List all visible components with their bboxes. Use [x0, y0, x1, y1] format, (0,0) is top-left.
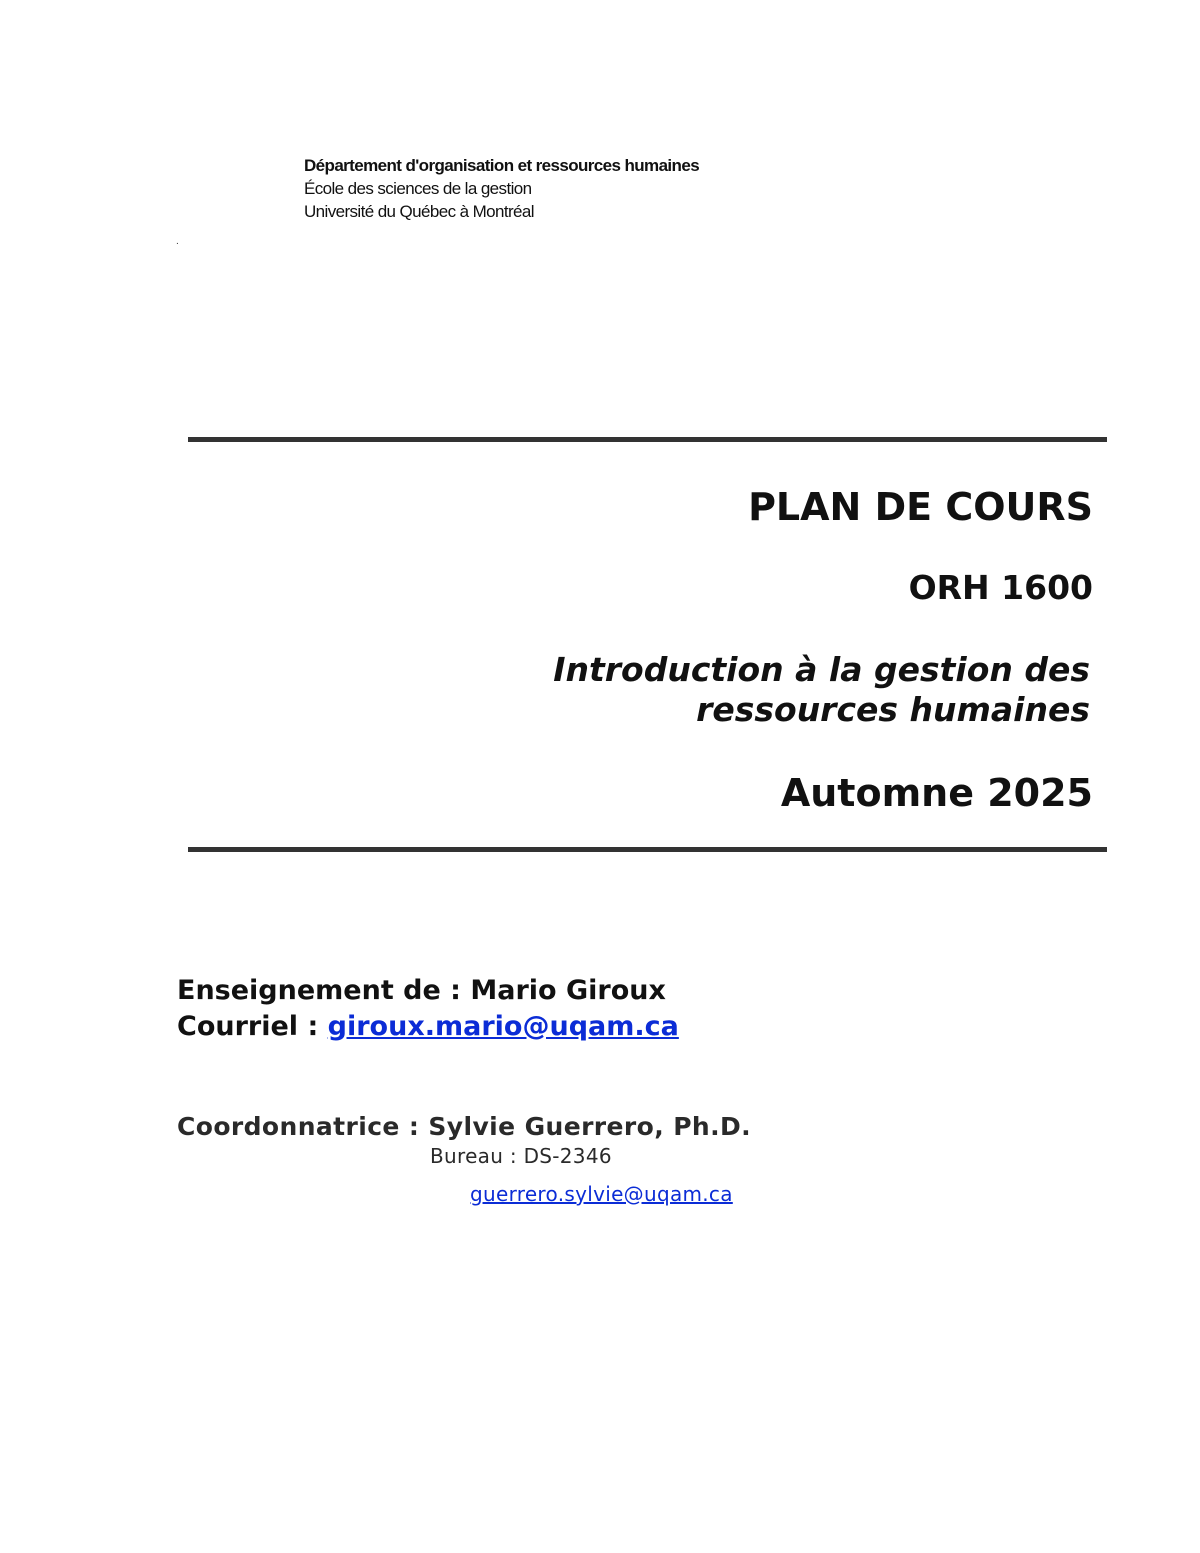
- school-name: École des sciences de la gestion: [304, 179, 532, 198]
- document-title: PLAN DE COURS: [748, 485, 1093, 529]
- stray-mark: .: [176, 236, 179, 247]
- teacher-email-link[interactable]: giroux.mario@uqam.ca: [327, 1011, 679, 1042]
- coordinator-name: Sylvie Guerrero, Ph.D.: [428, 1112, 752, 1141]
- coordinator-email-link[interactable]: guerrero.sylvie@uqam.ca: [470, 1182, 733, 1206]
- teacher-email-line: [177, 1009, 679, 1045]
- institution-header: [304, 154, 699, 223]
- coordinator-line: [177, 1111, 751, 1143]
- course-code: ORH 1600: [908, 568, 1093, 607]
- teacher-line: [177, 973, 679, 1009]
- top-divider: [188, 437, 1107, 442]
- department-name: Département d'organisation et ressources humaines: [304, 156, 700, 175]
- course-name-line-2: ressources humaines: [696, 690, 1090, 729]
- bottom-divider: [188, 847, 1107, 852]
- coordinator-office: Bureau : DS-2346: [430, 1144, 612, 1168]
- coordinator-label: Coordonnatrice :: [177, 1112, 420, 1141]
- teacher-label: Enseignement de :: [177, 975, 461, 1006]
- teacher-name: Mario Giroux: [470, 975, 666, 1006]
- course-name: [553, 650, 1090, 730]
- coordinator-email-line: [470, 1181, 733, 1207]
- email-label: Courriel :: [177, 1011, 319, 1042]
- course-name-line-1: Introduction à la gestion des: [553, 650, 1090, 689]
- session-term: Automne 2025: [780, 771, 1093, 815]
- university-name: Université du Québec à Montréal: [304, 202, 534, 221]
- teacher-info: [177, 973, 679, 1045]
